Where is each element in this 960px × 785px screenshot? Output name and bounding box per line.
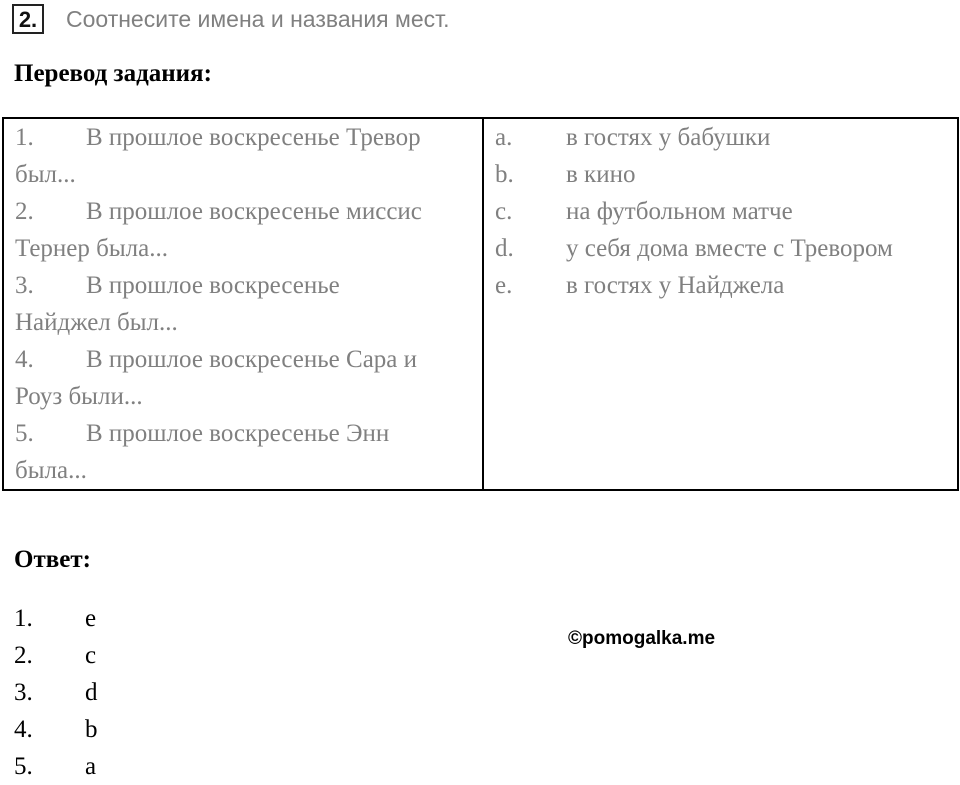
name-item-1: 1. В прошлое воскресенье Тревор был... xyxy=(15,124,421,188)
answer-item-4: 4. b xyxy=(14,716,98,743)
places-column xyxy=(483,118,958,490)
name-item-5: 5. В прошлое воскресенье Энн была... xyxy=(15,420,390,484)
task-instruction: Соотнесите имена и названия мест. xyxy=(66,5,450,32)
place-item-e: e. в гостях у Найджела xyxy=(495,272,785,299)
place-item-a: a. в гостях у бабушки xyxy=(495,124,771,151)
matching-table xyxy=(2,117,959,491)
answer-heading: Ответ: xyxy=(14,546,91,573)
name-item-4: 4. В прошлое воскресенье Сара и Роуз были... xyxy=(15,346,418,410)
answer-list xyxy=(14,600,98,785)
place-item-d: d. у себя дома вместе с Тревором xyxy=(495,235,893,262)
answer-item-1: 1. e xyxy=(14,605,97,632)
answer-item-2: 2. c xyxy=(14,642,97,669)
name-item-2: 2. В прошлое воскресенье миссис Тернер была... xyxy=(15,198,422,262)
names-column xyxy=(3,118,483,490)
answer-item-3: 3. d xyxy=(14,679,98,706)
place-item-b: b. в кино xyxy=(495,161,636,188)
translation-heading: Перевод задания: xyxy=(14,60,212,87)
task-header xyxy=(12,4,450,34)
task-number-box: 2. xyxy=(12,4,44,34)
answer-item-5: 5. a xyxy=(14,753,97,780)
name-item-3: 3. В прошлое воскресенье Найджел был... xyxy=(15,272,340,336)
place-item-c: c. на футбольном матче xyxy=(495,198,793,225)
watermark: ©pomogalka.me xyxy=(568,628,716,649)
